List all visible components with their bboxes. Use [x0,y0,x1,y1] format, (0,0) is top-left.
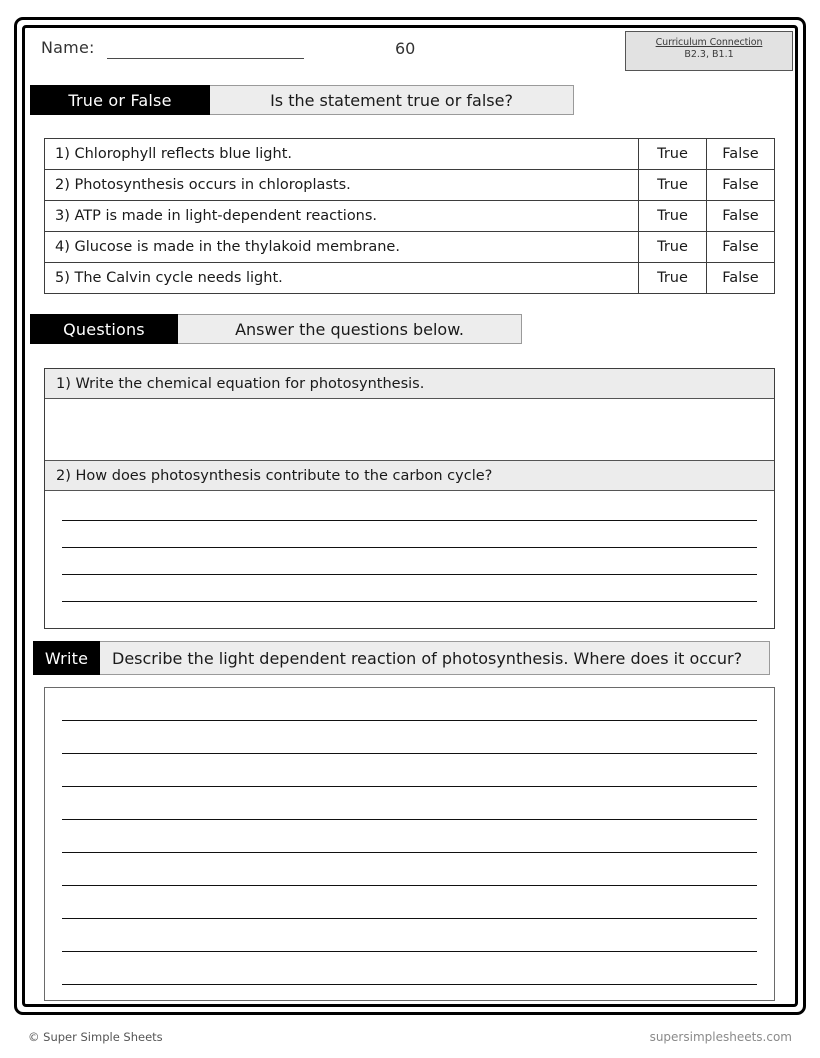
footer-website[interactable]: supersimplesheets.com [649,1030,792,1044]
write-rule-line [62,984,757,985]
true-false-table [44,138,775,294]
curriculum-connection-box [625,31,793,71]
false-option[interactable]: False [707,201,775,232]
false-option[interactable]: False [707,170,775,201]
page-footer [0,1030,820,1058]
footer-copyright: © Super Simple Sheets [28,1030,163,1044]
false-option[interactable]: False [707,139,775,170]
curriculum-connection-codes: B2.3, B1.1 [684,49,734,60]
write-answer-area[interactable] [44,687,775,1001]
true-false-statement: 2) Photosynthesis occurs in chloroplasts. [45,170,639,201]
table-row [45,170,775,201]
true-false-table-body [45,139,775,294]
question-answer-area-1[interactable] [45,399,774,461]
curriculum-connection-title: Curriculum Connection [655,37,763,48]
answer-rule-line [62,547,757,548]
true-false-statement: 1) Chlorophyll reflects blue light. [45,139,639,170]
table-row [45,139,775,170]
question-prompt-1: 1) Write the chemical equation for photosynthesis. [45,369,774,399]
true-option[interactable]: True [639,170,707,201]
write-band-title: Write [33,641,100,675]
questions-section-header [30,314,522,344]
page-number: 60 [395,39,416,58]
name-label: Name: [41,38,95,57]
write-rule-line [62,918,757,919]
questions-band-title: Questions [30,314,178,344]
true-false-statement: 4) Glucose is made in the thylakoid membrane. [45,232,639,263]
write-rule-line [62,753,757,754]
true-false-band-title: True or False [30,85,210,115]
question-prompt-2: 2) How does photosynthesis contribute to the carbon cycle? [45,461,774,491]
table-row [45,201,775,232]
write-rule-line [62,720,757,721]
worksheet-header [25,28,795,78]
true-false-statement: 5) The Calvin cycle needs light. [45,263,639,294]
false-option[interactable]: False [707,263,775,294]
true-option[interactable]: True [639,263,707,294]
question-answer-area-2[interactable] [45,491,774,628]
write-rule-line [62,786,757,787]
true-option[interactable]: True [639,201,707,232]
true-false-section-header [30,85,574,115]
write-section-header [33,641,770,675]
true-option[interactable]: True [639,232,707,263]
write-rule-line [62,951,757,952]
table-row [45,263,775,294]
true-false-statement: 3) ATP is made in light-dependent reactions. [45,201,639,232]
answer-rule-line [62,601,757,602]
write-rule-line [62,852,757,853]
answer-rule-line [62,574,757,575]
questions-band-instruction: Answer the questions below. [178,314,522,344]
write-rule-line [62,885,757,886]
true-option[interactable]: True [639,139,707,170]
write-rule-line [62,819,757,820]
write-band-instruction: Describe the light dependent reaction of photosynthesis. Where does it occur? [100,641,770,675]
answer-rule-line [62,520,757,521]
worksheet-content [25,28,795,1004]
true-false-band-instruction: Is the statement true or false? [210,85,574,115]
false-option[interactable]: False [707,232,775,263]
table-row [45,232,775,263]
questions-block [44,368,775,629]
name-input-line[interactable] [107,58,304,59]
